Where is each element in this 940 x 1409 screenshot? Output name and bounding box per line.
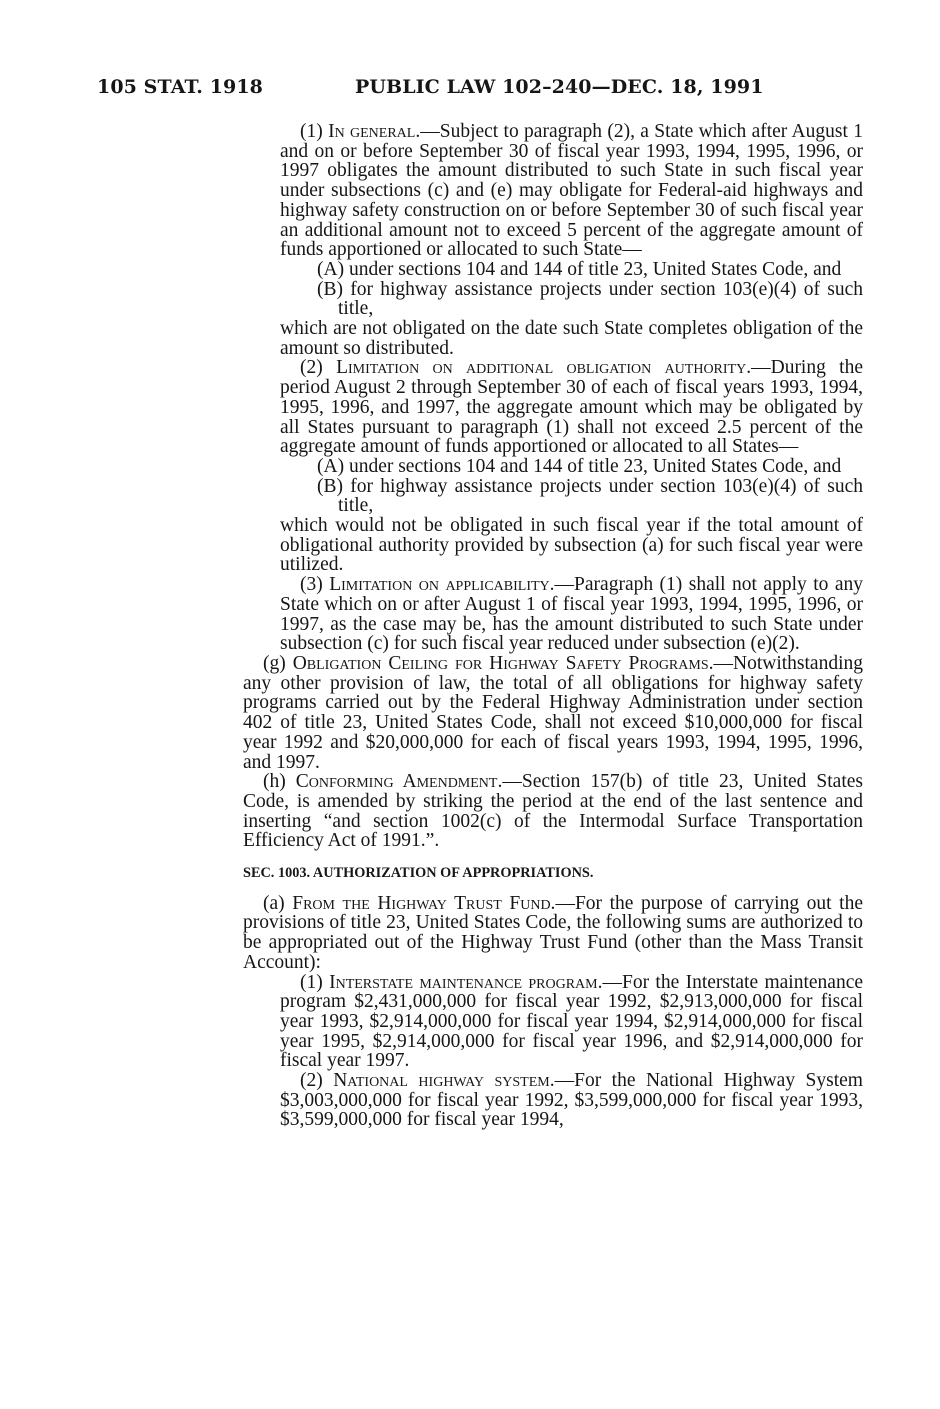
paragraph-text: —Paragraph (1) shall not apply to any State which on or after August 1 of fiscal year 1993, 1994, 1995, 1996, or 1997, as the case may be, has the amount distributed to such State under subsection (c) for such fiscal year reduced under subsection (e)(2). bbox=[280, 574, 863, 655]
section-heading: SEC. 1003. AUTHORIZATION OF APPROPRIATIONS. bbox=[243, 865, 594, 882]
subsection-a bbox=[243, 894, 863, 973]
paragraph-text: —For the National Highway System $3,003,000,000 for fiscal year 1992, $3,599,000,000 for fiscal year 1993, $3,599,000,000 for fiscal year 1994, bbox=[280, 1070, 863, 1131]
paragraph-text: —For the Interstate maintenance program $2,431,000,000 for fiscal year 1992, $2,913,000,000 for fiscal year 1993, $2,914,000,000 for fiscal year 1994, $2,914,000,000 for fiscal year 1995, $2,914,000,000 for fiscal year 1996, and $2,914,000,000 for fiscal year 1997. bbox=[280, 971, 863, 1072]
paragraph-number: (2) bbox=[300, 357, 337, 379]
paragraph-interstate-maintenance bbox=[243, 973, 863, 1072]
paragraph-national-highway-system bbox=[243, 1071, 863, 1130]
paragraph-heading: Limitation on applicability. bbox=[329, 574, 555, 596]
clause-a: (A) under sections 104 and 144 of title 23, United States Code, and bbox=[317, 455, 842, 477]
paragraph-number: (1) bbox=[300, 971, 330, 993]
paragraph-number: (3) bbox=[300, 574, 330, 596]
subsection-heading: Conforming Amendment. bbox=[295, 771, 503, 793]
subsection-heading: From the Highway Trust Fund. bbox=[292, 892, 556, 914]
subsection-heading: Obligation Ceiling for Highway Safety Programs. bbox=[292, 652, 714, 674]
subsection-g bbox=[243, 654, 863, 772]
subsection-number: (a) bbox=[263, 892, 293, 914]
subsection-number: (g) bbox=[263, 652, 293, 674]
subsection-text: —Section 157(b) of title 23, United States Code, is amended by striking the period at the end of the last sentence and inserting “and section 1002(c) of the Intermodal Surface Transportation Efficiency Act of 1991.”. bbox=[243, 771, 863, 852]
paragraph-2-limitation bbox=[243, 358, 863, 457]
page-reference: 105 STAT. 1918 bbox=[97, 76, 263, 98]
paragraph-text: —Subject to paragraph (2), a State which after August 1 and on or before September 30 of fiscal year 1993, 1994, 1995, 1996, or 1997 obligates the amount distributed to such State in such fiscal year under subsections (c) and (e) may obligate for Federal-aid highways and highway safety construction on or before September 30 of such fiscal year an additional amount not to exceed 5 percent of the aggregate amount of funds apportioned or allocated to such State— bbox=[280, 121, 863, 261]
subsection-number: (h) bbox=[263, 771, 296, 793]
paragraph-heading: National highway system. bbox=[333, 1070, 555, 1092]
paragraph-number: (1) bbox=[300, 121, 329, 142]
paragraph-text: —During the period August 2 through September 30 of each of fiscal years 1993, 1994, 1995, 1996, and 1997, the aggregate amount which may be obligated by all States pursuant to paragraph (1) shall not exceed 2.5 percent of the aggregate amount of funds apportioned or allocated to all States— bbox=[280, 357, 864, 458]
paragraph-tail-text: which would not be obligated in such fiscal year if the total amount of obligational authority provided by subsection (a) for such fiscal year were utilized. bbox=[280, 515, 863, 576]
clause-a: (A) under sections 104 and 144 of title 23, United States Code, and bbox=[317, 258, 842, 280]
paragraph-heading: In general. bbox=[328, 121, 421, 142]
paragraph-1-in-general bbox=[243, 122, 863, 260]
document-body bbox=[243, 122, 863, 1130]
subsection-text: —For the purpose of carrying out the provisions of title 23, United States Code, the following sums are authorized to be appropriated out of the Highway Trust Fund (other than the Mass Transit Account): bbox=[243, 892, 863, 973]
clause-b: (B) for highway assistance projects under section 103(e)(4) of such title, bbox=[317, 278, 863, 320]
law-title: PUBLIC LAW 102–240—DEC. 18, 1991 bbox=[355, 76, 764, 98]
paragraph-3-applicability bbox=[243, 575, 863, 654]
clause-b: (B) for highway assistance projects under section 103(e)(4) of such title, bbox=[317, 475, 863, 517]
subsection-text: —Notwithstanding any other provision of law, the total of all obligations for highway safety programs carried out by the Federal Highway Administration under section 402 of title 23, United States Code, shall not exceed $10,000,000 for fiscal year 1992 and $20,000,000 for each of fiscal years 1993, 1994, 1995, 1996, and 1997. bbox=[243, 652, 863, 773]
running-header bbox=[97, 76, 857, 100]
paragraph-heading: Interstate maintenance program. bbox=[329, 971, 603, 993]
paragraph-heading: Limitation on additional obligation authority. bbox=[336, 357, 752, 379]
paragraph-number: (2) bbox=[300, 1070, 334, 1092]
subsection-h bbox=[243, 772, 863, 851]
paragraph-tail-text: which are not obligated on the date such State completes obligation of the amount so distributed. bbox=[280, 318, 863, 359]
